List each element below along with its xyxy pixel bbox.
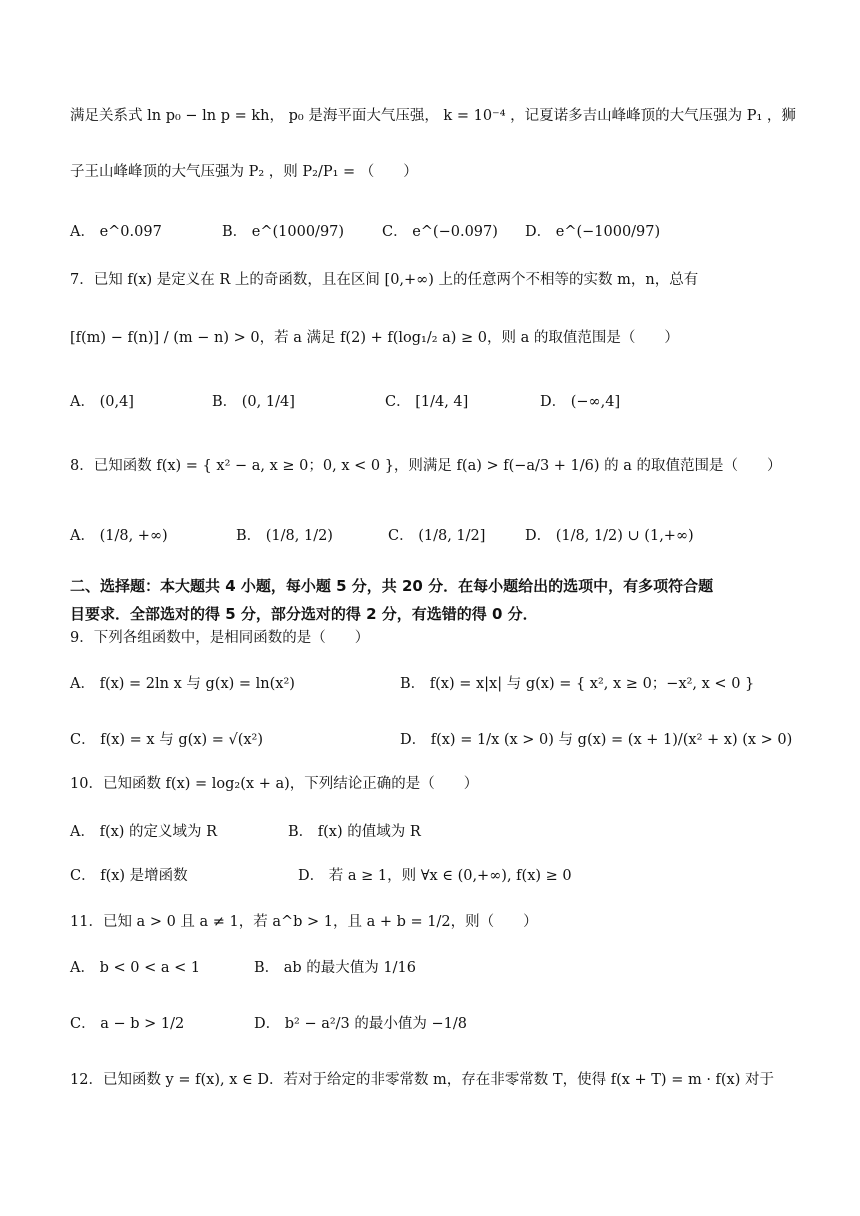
text-line-l24: D． f(x) = 1/x (x > 0) 与 g(x) = (x + 1)/(x² + x) (x > 0): [400, 732, 793, 748]
text-line-l33: C． a − b > 1/2: [70, 1016, 185, 1032]
text-line-l21: A． f(x) = 2ln x 与 g(x) = ln(x²): [70, 676, 295, 692]
text-line-l12: D． (−∞,4]: [540, 394, 621, 410]
text-line-l5: C． e^(−0.097): [382, 224, 498, 240]
text-line-l2: 子王山峰峰顶的大气压强为 P₂ ，则 P₂/P₁ = （ ）: [70, 164, 418, 180]
text-line-l32: B． ab 的最大值为 1/16: [254, 960, 416, 976]
text-line-l14: A． (1/8, +∞): [70, 528, 168, 544]
text-line-l30: 11．已知 a > 0 且 a ≠ 1，若 a^b > 1，且 a + b = 1/2，则（ ）: [70, 914, 538, 930]
text-line-l11: C． [1/4, 4]: [385, 394, 469, 410]
text-line-l29: D． 若 a ≥ 1，则 ∀x ∈ (0,+∞), f(x) ≥ 0: [298, 868, 572, 884]
text-line-l26: A． f(x) 的定义域为 R: [70, 824, 218, 840]
text-line-l17: D． (1/8, 1/2) ∪ (1,+∞): [525, 528, 694, 544]
text-line-l22: B． f(x) = x|x| 与 g(x) = { x², x ≥ 0；−x², x < 0 }: [400, 676, 755, 692]
text-line-l15: B． (1/8, 1/2): [236, 528, 333, 544]
text-line-l20: 9．下列各组函数中，是相同函数的是（ ）: [70, 630, 370, 646]
text-line-l6: D． e^(−1000/97): [525, 224, 661, 240]
text-line-l4: B． e^(1000/97): [222, 224, 345, 240]
text-line-l8: [f(m) − f(n)] / (m − n) > 0，若 a 满足 f(2) + f(log₁/₂ a) ≥ 0，则 a 的取值范围是（ ）: [70, 330, 679, 346]
text-line-l9: A． (0,4]: [70, 394, 134, 410]
text-line-l13: 8．已知函数 f(x) = { x² − a, x ≥ 0；0, x < 0 }，则满足 f(a) > f(−a/3 + 1/6) 的 a 的取值范围是（ ）: [70, 458, 782, 474]
text-line-l16: C． (1/8, 1/2]: [388, 528, 486, 544]
text-line-l23: C． f(x) = x 与 g(x) = √(x²): [70, 732, 264, 748]
text-line-l18: 二、选择题：本大题共 4 小题，每小题 5 分，共 20 分．在每小题给出的选项中，有多项符合题: [70, 577, 714, 595]
text-line-l7: 7．已知 f(x) 是定义在 R 上的奇函数，且在区间 [0,+∞) 上的任意两个不相等的实数 m，n，总有: [70, 272, 699, 288]
text-line-l10: B． (0, 1/4]: [212, 394, 295, 410]
text-line-l31: A． b < 0 < a < 1: [70, 960, 201, 976]
text-line-l25: 10．已知函数 f(x) = log₂(x + a)，下列结论正确的是（ ）: [70, 776, 479, 792]
text-line-l34: D． b² − a²/3 的最小值为 −1/8: [254, 1016, 467, 1032]
text-line-l28: C． f(x) 是增函数: [70, 868, 188, 884]
text-line-l1: 满足关系式 ln p₀ − ln p = kh， p₀ 是海平面大气压强， k = 10⁻⁴ ，记夏诺多吉山峰峰顶的大气压强为 P₁ ，狮: [70, 108, 796, 124]
text-line-l3: A． e^0.097: [70, 224, 162, 240]
text-line-l27: B． f(x) 的值域为 R: [288, 824, 421, 840]
text-line-l35: 12．已知函数 y = f(x), x ∈ D．若对于给定的非零常数 m，存在非零常数 T，使得 f(x + T) = m · f(x) 对于: [70, 1072, 775, 1088]
text-line-l19: 目要求．全部选对的得 5 分，部分选对的得 2 分，有选错的得 0 分．: [70, 605, 538, 623]
